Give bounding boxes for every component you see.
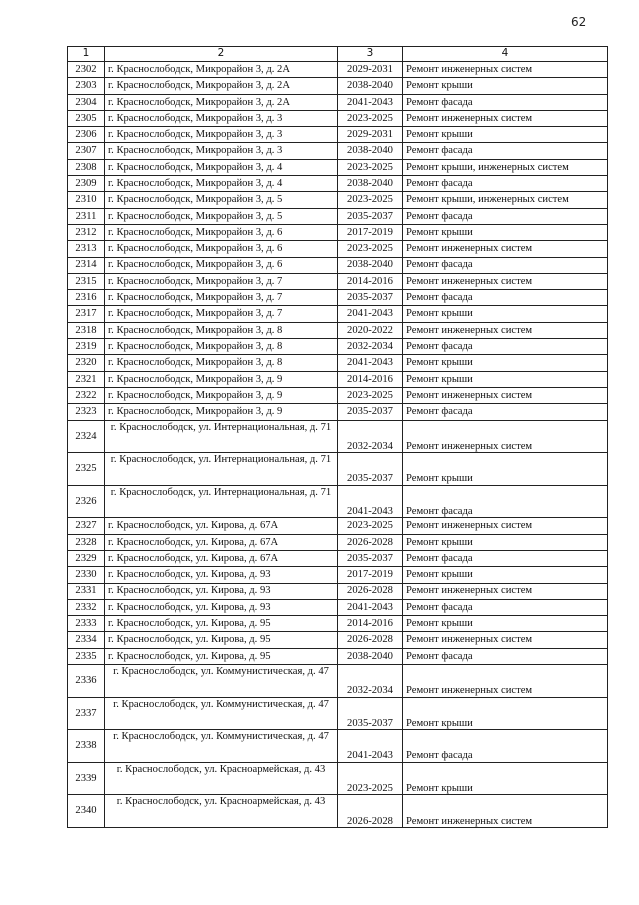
table-row — [68, 583, 608, 599]
period-cell: 2020-2022 — [338, 322, 403, 338]
period-cell: 2035-2037 — [338, 404, 403, 420]
header-row — [68, 47, 608, 62]
address-cell: г. Краснослободск, Микрорайон 3, д. 4 — [105, 176, 338, 192]
row-number: 2331 — [68, 583, 105, 599]
period-cell: 2023-2025 — [338, 192, 403, 208]
table-row — [68, 208, 608, 224]
table-row — [68, 485, 608, 518]
row-number: 2316 — [68, 290, 105, 306]
row-number: 2323 — [68, 404, 105, 420]
work-type-cell: Ремонт инженерных систем — [403, 795, 608, 828]
work-type-cell: Ремонт крыши — [403, 453, 608, 486]
table-header — [68, 47, 608, 62]
period-cell: 2041-2043 — [338, 355, 403, 371]
period-cell: 2041-2043 — [338, 306, 403, 322]
table-row — [68, 322, 608, 338]
header-col-3: 3 — [338, 47, 403, 62]
period-cell: 2014-2016 — [338, 371, 403, 387]
row-number: 2312 — [68, 224, 105, 240]
work-type-cell: Ремонт инженерных систем — [403, 420, 608, 453]
work-type-cell: Ремонт крыши — [403, 616, 608, 632]
work-type-cell: Ремонт инженерных систем — [403, 110, 608, 126]
table-row — [68, 306, 608, 322]
row-number: 2327 — [68, 518, 105, 534]
table-row — [68, 257, 608, 273]
row-number: 2324 — [68, 420, 105, 453]
period-cell: 2041-2043 — [338, 730, 403, 763]
work-type-cell: Ремонт крыши — [403, 306, 608, 322]
work-type-cell: Ремонт фасада — [403, 485, 608, 518]
row-number: 2307 — [68, 143, 105, 159]
table-row — [68, 453, 608, 486]
table-row — [68, 648, 608, 664]
address-cell: г. Краснослободск, Микрорайон 3, д. 8 — [105, 322, 338, 338]
row-number: 2340 — [68, 795, 105, 828]
table-row — [68, 339, 608, 355]
address-cell: г. Краснослободск, Микрорайон 3, д. 8 — [105, 355, 338, 371]
address-cell: г. Краснослободск, ул. Интернациональная, д. 71 — [105, 453, 338, 486]
period-cell: 2032-2034 — [338, 339, 403, 355]
work-type-cell: Ремонт инженерных систем — [403, 583, 608, 599]
period-cell: 2038-2040 — [338, 648, 403, 664]
period-cell: 2035-2037 — [338, 453, 403, 486]
work-type-cell: Ремонт крыши, инженерных систем — [403, 159, 608, 175]
row-number: 2319 — [68, 339, 105, 355]
table-row — [68, 110, 608, 126]
address-cell: г. Краснослободск, ул. Красноармейская, д. 43 — [105, 762, 338, 795]
row-number: 2328 — [68, 534, 105, 550]
period-cell: 2038-2040 — [338, 78, 403, 94]
address-cell: г. Краснослободск, ул. Кирова, д. 95 — [105, 648, 338, 664]
work-type-cell: Ремонт инженерных систем — [403, 322, 608, 338]
address-cell: г. Краснослободск, Микрорайон 3, д. 2А — [105, 78, 338, 94]
address-cell: г. Краснослободск, Микрорайон 3, д. 4 — [105, 159, 338, 175]
period-cell: 2041-2043 — [338, 94, 403, 110]
work-type-cell: Ремонт крыши — [403, 534, 608, 550]
period-cell: 2041-2043 — [338, 485, 403, 518]
address-cell: г. Краснослободск, ул. Интернациональная, д. 71 — [105, 420, 338, 453]
work-type-cell: Ремонт инженерных систем — [403, 664, 608, 697]
period-cell: 2017-2019 — [338, 224, 403, 240]
table-row — [68, 567, 608, 583]
row-number: 2303 — [68, 78, 105, 94]
work-type-cell: Ремонт инженерных систем — [403, 632, 608, 648]
address-cell: г. Краснослободск, Микрорайон 3, д. 6 — [105, 224, 338, 240]
address-cell: г. Краснослободск, Микрорайон 3, д. 3 — [105, 110, 338, 126]
work-type-cell: Ремонт фасада — [403, 648, 608, 664]
table-row — [68, 192, 608, 208]
row-number: 2322 — [68, 387, 105, 403]
period-cell: 2017-2019 — [338, 567, 403, 583]
period-cell: 2026-2028 — [338, 795, 403, 828]
work-type-cell: Ремонт крыши — [403, 697, 608, 730]
row-number: 2313 — [68, 241, 105, 257]
period-cell: 2032-2034 — [338, 664, 403, 697]
work-type-cell: Ремонт инженерных систем — [403, 241, 608, 257]
address-cell: г. Краснослободск, Микрорайон 3, д. 9 — [105, 387, 338, 403]
address-cell: г. Краснослободск, ул. Интернациональная, д. 71 — [105, 485, 338, 518]
work-type-cell: Ремонт крыши — [403, 78, 608, 94]
address-cell: г. Краснослободск, ул. Кирова, д. 67А — [105, 534, 338, 550]
work-type-cell: Ремонт фасада — [403, 550, 608, 566]
table-row — [68, 355, 608, 371]
work-type-cell: Ремонт фасада — [403, 208, 608, 224]
work-type-cell: Ремонт фасада — [403, 290, 608, 306]
table-row — [68, 664, 608, 697]
row-number: 2335 — [68, 648, 105, 664]
row-number: 2308 — [68, 159, 105, 175]
page-number: 62 — [571, 15, 587, 29]
period-cell: 2029-2031 — [338, 127, 403, 143]
period-cell: 2023-2025 — [338, 518, 403, 534]
table-row — [68, 143, 608, 159]
address-cell: г. Краснослободск, Микрорайон 3, д. 8 — [105, 339, 338, 355]
table-row — [68, 518, 608, 534]
row-number: 2330 — [68, 567, 105, 583]
row-number: 2310 — [68, 192, 105, 208]
address-cell: г. Краснослободск, ул. Красноармейская, д. 43 — [105, 795, 338, 828]
work-type-cell: Ремонт инженерных систем — [403, 387, 608, 403]
work-type-cell: Ремонт крыши — [403, 371, 608, 387]
work-type-cell: Ремонт крыши — [403, 127, 608, 143]
row-number: 2339 — [68, 762, 105, 795]
period-cell: 2014-2016 — [338, 273, 403, 289]
row-number: 2326 — [68, 485, 105, 518]
row-number: 2304 — [68, 94, 105, 110]
address-cell: г. Краснослободск, ул. Коммунистическая, д. 47 — [105, 664, 338, 697]
work-type-cell: Ремонт фасада — [403, 94, 608, 110]
address-cell: г. Краснослободск, Микрорайон 3, д. 9 — [105, 371, 338, 387]
table-row — [68, 241, 608, 257]
address-cell: г. Краснослободск, ул. Кирова, д. 93 — [105, 583, 338, 599]
address-cell: г. Краснослободск, Микрорайон 3, д. 6 — [105, 241, 338, 257]
row-number: 2337 — [68, 697, 105, 730]
row-number: 2314 — [68, 257, 105, 273]
period-cell: 2026-2028 — [338, 583, 403, 599]
table-row — [68, 534, 608, 550]
address-cell: г. Краснослободск, ул. Кирова, д. 93 — [105, 599, 338, 615]
address-cell: г. Краснослободск, ул. Кирова, д. 95 — [105, 632, 338, 648]
row-number: 2325 — [68, 453, 105, 486]
row-number: 2317 — [68, 306, 105, 322]
table-row — [68, 62, 608, 78]
period-cell: 2038-2040 — [338, 176, 403, 192]
row-number: 2305 — [68, 110, 105, 126]
work-type-cell: Ремонт крыши, инженерных систем — [403, 192, 608, 208]
table-row — [68, 94, 608, 110]
address-cell: г. Краснослободск, Микрорайон 3, д. 3 — [105, 127, 338, 143]
address-cell: г. Краснослободск, Микрорайон 3, д. 7 — [105, 273, 338, 289]
table-row — [68, 616, 608, 632]
period-cell: 2014-2016 — [338, 616, 403, 632]
address-cell: г. Краснослободск, Микрорайон 3, д. 7 — [105, 290, 338, 306]
address-cell: г. Краснослободск, Микрорайон 3, д. 2А — [105, 94, 338, 110]
row-number: 2320 — [68, 355, 105, 371]
row-number: 2306 — [68, 127, 105, 143]
row-number: 2338 — [68, 730, 105, 763]
period-cell: 2035-2037 — [338, 697, 403, 730]
table-row — [68, 420, 608, 453]
row-number: 2315 — [68, 273, 105, 289]
table-row — [68, 176, 608, 192]
work-type-cell: Ремонт инженерных систем — [403, 273, 608, 289]
period-cell: 2041-2043 — [338, 599, 403, 615]
table-row — [68, 795, 608, 828]
address-cell: г. Краснослободск, Микрорайон 3, д. 3 — [105, 143, 338, 159]
table-row — [68, 762, 608, 795]
work-type-cell: Ремонт крыши — [403, 355, 608, 371]
address-cell: г. Краснослободск, Микрорайон 3, д. 2А — [105, 62, 338, 78]
address-cell: г. Краснослободск, Микрорайон 3, д. 5 — [105, 208, 338, 224]
period-cell: 2032-2034 — [338, 420, 403, 453]
row-number: 2329 — [68, 550, 105, 566]
period-cell: 2038-2040 — [338, 143, 403, 159]
work-type-cell: Ремонт фасада — [403, 257, 608, 273]
address-cell: г. Краснослободск, ул. Коммунистическая, д. 47 — [105, 730, 338, 763]
table-row — [68, 632, 608, 648]
address-cell: г. Краснослободск, Микрорайон 3, д. 6 — [105, 257, 338, 273]
address-cell: г. Краснослободск, Микрорайон 3, д. 5 — [105, 192, 338, 208]
table-row — [68, 599, 608, 615]
period-cell: 2026-2028 — [338, 534, 403, 550]
work-type-cell: Ремонт фасада — [403, 730, 608, 763]
period-cell: 2023-2025 — [338, 241, 403, 257]
row-number: 2336 — [68, 664, 105, 697]
work-type-cell: Ремонт фасада — [403, 404, 608, 420]
work-type-cell: Ремонт крыши — [403, 567, 608, 583]
period-cell: 2035-2037 — [338, 550, 403, 566]
table-row — [68, 290, 608, 306]
table-row — [68, 730, 608, 763]
work-type-cell: Ремонт крыши — [403, 762, 608, 795]
works-table — [67, 46, 608, 828]
address-cell: г. Краснослободск, ул. Кирова, д. 67А — [105, 518, 338, 534]
period-cell: 2035-2037 — [338, 208, 403, 224]
address-cell: г. Краснослободск, ул. Коммунистическая, д. 47 — [105, 697, 338, 730]
row-number: 2333 — [68, 616, 105, 632]
header-col-2: 2 — [105, 47, 338, 62]
period-cell: 2029-2031 — [338, 62, 403, 78]
period-cell: 2023-2025 — [338, 159, 403, 175]
address-cell: г. Краснослободск, Микрорайон 3, д. 7 — [105, 306, 338, 322]
table-row — [68, 371, 608, 387]
work-type-cell: Ремонт фасада — [403, 176, 608, 192]
table-row — [68, 387, 608, 403]
work-type-cell: Ремонт инженерных систем — [403, 518, 608, 534]
period-cell: 2038-2040 — [338, 257, 403, 273]
period-cell: 2023-2025 — [338, 387, 403, 403]
table-row — [68, 697, 608, 730]
table-row — [68, 273, 608, 289]
row-number: 2321 — [68, 371, 105, 387]
row-number: 2309 — [68, 176, 105, 192]
row-number: 2334 — [68, 632, 105, 648]
table-row — [68, 78, 608, 94]
header-col-1: 1 — [68, 47, 105, 62]
table-row — [68, 159, 608, 175]
address-cell: г. Краснослободск, ул. Кирова, д. 93 — [105, 567, 338, 583]
work-type-cell: Ремонт фасада — [403, 143, 608, 159]
work-type-cell: Ремонт инженерных систем — [403, 62, 608, 78]
period-cell: 2035-2037 — [338, 290, 403, 306]
work-type-cell: Ремонт фасада — [403, 599, 608, 615]
address-cell: г. Краснослободск, ул. Кирова, д. 67А — [105, 550, 338, 566]
row-number: 2302 — [68, 62, 105, 78]
work-type-cell: Ремонт фасада — [403, 339, 608, 355]
address-cell: г. Краснослободск, ул. Кирова, д. 95 — [105, 616, 338, 632]
header-col-4: 4 — [403, 47, 608, 62]
work-type-cell: Ремонт крыши — [403, 224, 608, 240]
period-cell: 2023-2025 — [338, 762, 403, 795]
period-cell: 2026-2028 — [338, 632, 403, 648]
row-number: 2318 — [68, 322, 105, 338]
table-row — [68, 127, 608, 143]
table-body — [68, 62, 608, 828]
row-number: 2311 — [68, 208, 105, 224]
period-cell: 2023-2025 — [338, 110, 403, 126]
table-row — [68, 404, 608, 420]
address-cell: г. Краснослободск, Микрорайон 3, д. 9 — [105, 404, 338, 420]
table-row — [68, 224, 608, 240]
row-number: 2332 — [68, 599, 105, 615]
table-row — [68, 550, 608, 566]
